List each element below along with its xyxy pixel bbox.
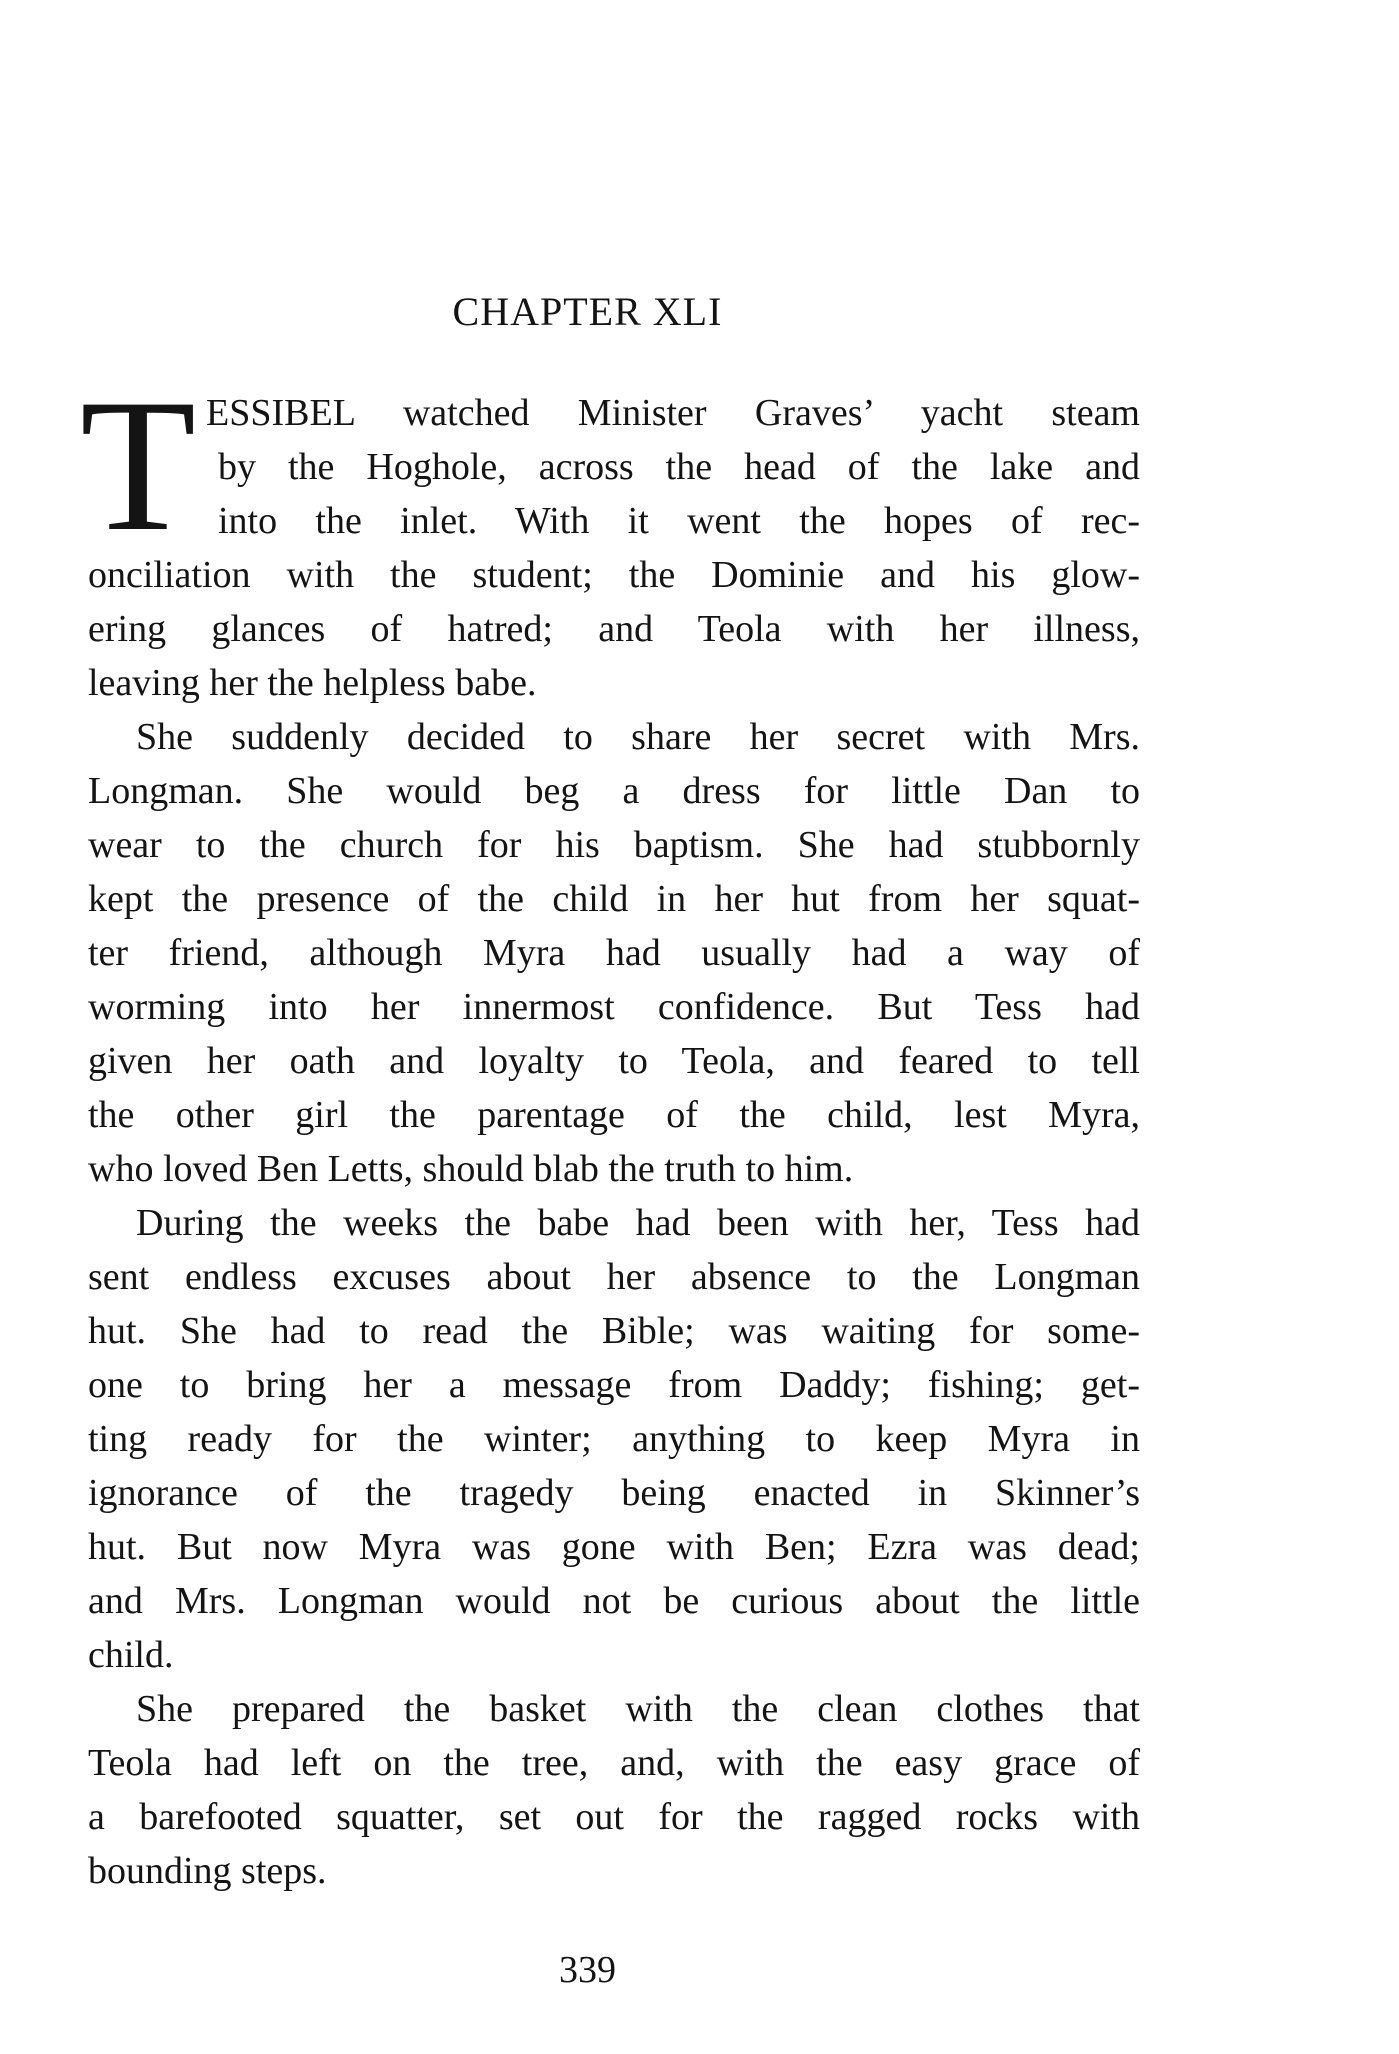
text-line: sent endless excuses about her absence to the Longman bbox=[88, 1256, 1140, 1298]
text-line: ignorance of the tragedy being enacted in Skinner’s bbox=[88, 1472, 1140, 1514]
text-line: and Mrs. Longman would not be curious about the little bbox=[88, 1580, 1140, 1622]
text-line: ering glances of hatred; and Teola with her illness, bbox=[88, 608, 1140, 650]
text-line: bounding steps. bbox=[88, 1850, 327, 1892]
text-line: hut. But now Myra was gone with Ben; Ezra was dead; bbox=[88, 1526, 1140, 1568]
text-line: hut. She had to read the Bible; was waiting for some- bbox=[88, 1310, 1140, 1352]
text-line: ESSIBEL watched Minister Graves’ yacht steam bbox=[206, 392, 1140, 434]
text-line: leaving her the helpless babe. bbox=[88, 662, 537, 704]
text-line: wear to the church for his baptism. She had stubbornly bbox=[88, 824, 1140, 866]
text-line: ter friend, although Myra had usually had a way of bbox=[88, 932, 1140, 974]
text-line: by the Hoghole, across the head of the lake and bbox=[218, 446, 1140, 488]
chapter-heading: CHAPTER XLI bbox=[452, 289, 723, 334]
text-line: kept the presence of the child in her hut from her squat- bbox=[88, 878, 1140, 920]
text-line: a barefooted squatter, set out for the ragged rocks with bbox=[88, 1796, 1140, 1838]
paragraph bbox=[88, 1682, 1140, 1898]
text-line: who loved Ben Letts, should blab the truth to him. bbox=[88, 1148, 854, 1190]
text-line: Teola had left on the tree, and, with the easy grace of bbox=[88, 1742, 1140, 1784]
text-line: Longman. She would beg a dress for little Dan to bbox=[88, 770, 1140, 812]
text-line: child. bbox=[88, 1634, 174, 1676]
text-line: given her oath and loyalty to Teola, and feared to tell bbox=[88, 1040, 1140, 1082]
text-line: She suddenly decided to share her secret with Mrs. bbox=[136, 716, 1140, 758]
body-text bbox=[80, 361, 1140, 1898]
opening-paragraph bbox=[80, 361, 1140, 710]
paragraph bbox=[88, 1196, 1140, 1682]
text-line: into the inlet. With it went the hopes of rec- bbox=[218, 500, 1140, 542]
drop-cap: T bbox=[80, 361, 197, 571]
text-line: one to bring her a message from Daddy; fishing; get- bbox=[88, 1364, 1140, 1406]
text-line: onciliation with the student; the Dominie and his glow- bbox=[88, 554, 1140, 596]
text-line: She prepared the basket with the clean clothes that bbox=[136, 1688, 1140, 1730]
paragraph bbox=[88, 710, 1140, 1196]
page-number: 339 bbox=[559, 1949, 616, 1991]
text-line: worming into her innermost confidence. But Tess had bbox=[88, 986, 1140, 1028]
text-line: During the weeks the babe had been with her, Tess had bbox=[136, 1202, 1140, 1244]
text-line: the other girl the parentage of the child, lest Myra, bbox=[88, 1094, 1140, 1136]
text-line: ting ready for the winter; anything to keep Myra in bbox=[88, 1418, 1140, 1460]
